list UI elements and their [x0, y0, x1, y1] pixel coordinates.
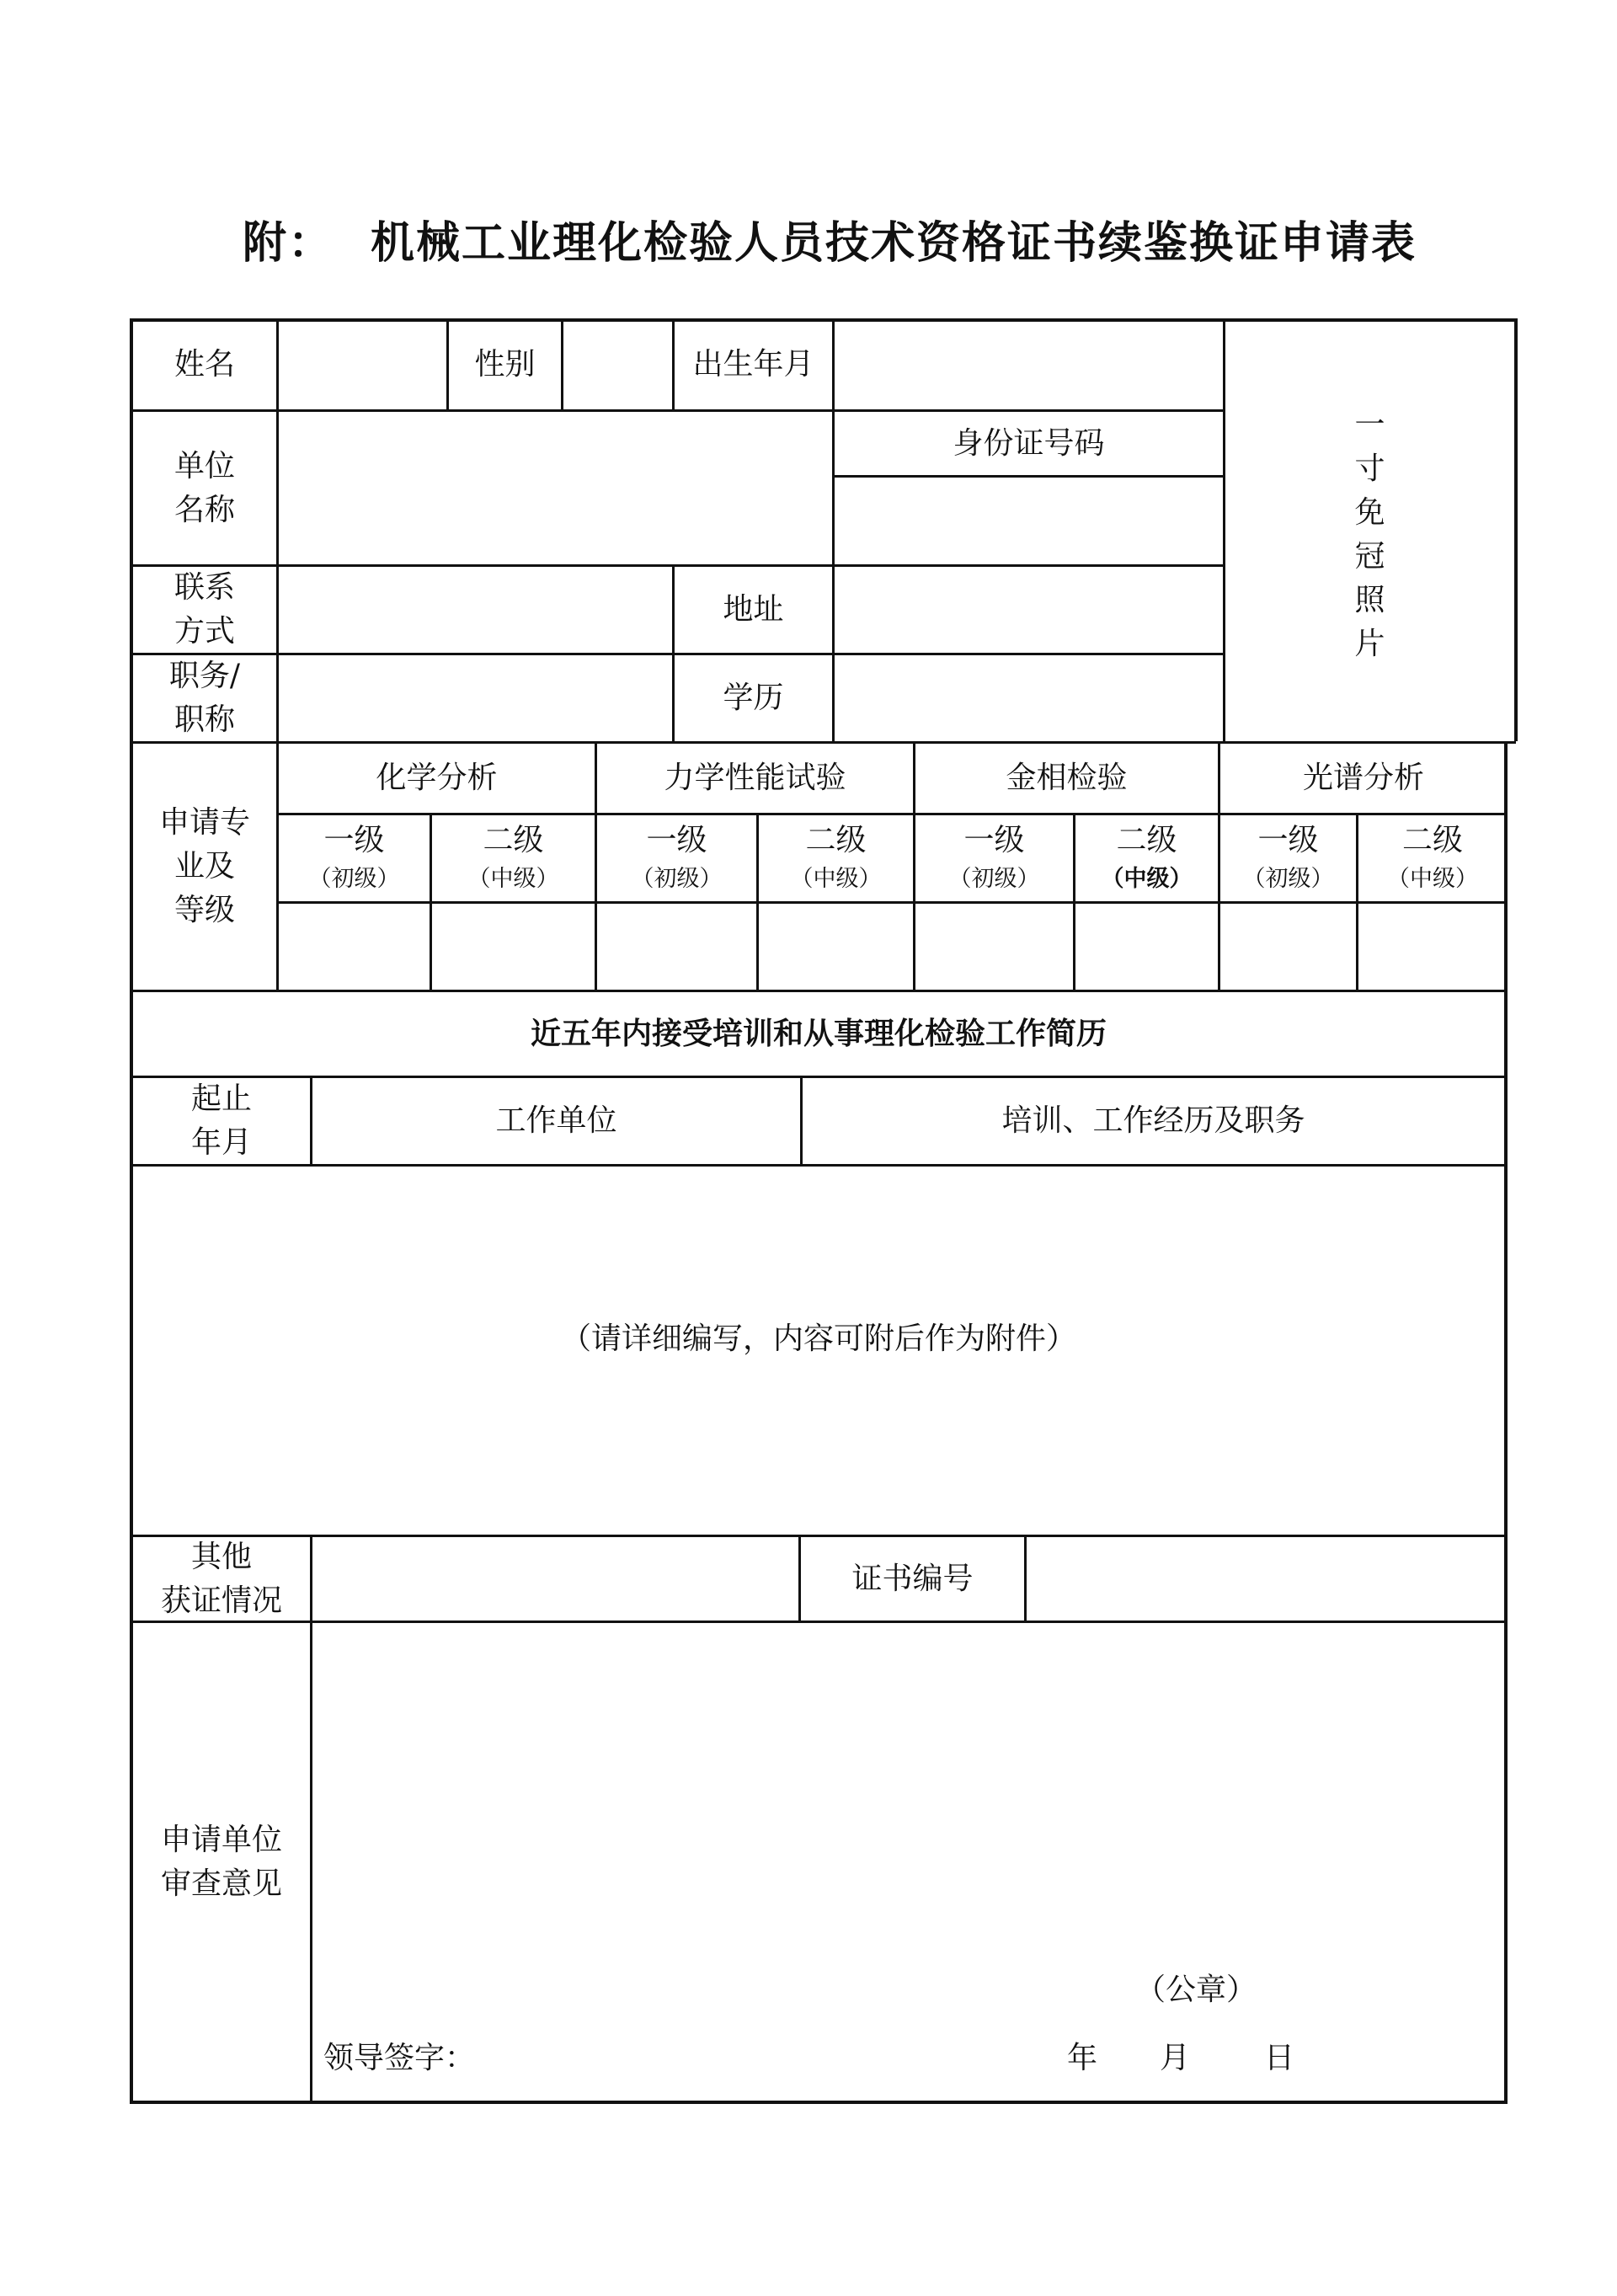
- other-certificates-field[interactable]: [312, 1537, 798, 1621]
- level-note: （初级）: [308, 866, 400, 892]
- contact-label: 联系 方式: [173, 570, 235, 649]
- certificate-number-label: 证书编号: [851, 1561, 974, 1596]
- level-header: [432, 814, 595, 901]
- title-main: 机械工业理化检验人员技术资格证书续鉴换证申请表: [371, 218, 1417, 269]
- education-field[interactable]: [835, 655, 1223, 741]
- date-month-label: 月: [1159, 2041, 1190, 2075]
- level-note: （中级）: [1387, 866, 1478, 892]
- date-year-label: 年: [1066, 2041, 1097, 2075]
- level-cell-metallographic-1[interactable]: [915, 904, 1073, 990]
- history-heading: 近五年内接受培训和从事理化检验工作简历: [530, 1016, 1107, 1051]
- application-label: 申请专 业及 等级: [158, 805, 250, 927]
- specialty-mechanical: 力学性能试验: [664, 761, 846, 795]
- level-name: 二级: [483, 823, 544, 857]
- level-header: [759, 814, 913, 901]
- level-name: 二级: [1401, 823, 1463, 857]
- leader-signature-field[interactable]: [539, 2035, 994, 2082]
- date-day-label: 日: [1263, 2041, 1294, 2075]
- birth-field[interactable]: [835, 321, 1223, 409]
- level-header: [1358, 814, 1507, 901]
- level-header: [279, 814, 430, 901]
- experience-column-header: 培训、工作经历及职务: [1001, 1103, 1305, 1138]
- gender-field[interactable]: [563, 321, 672, 409]
- leader-signature-label: 领导签字：: [323, 2041, 476, 2075]
- work-unit-column-header: 工作单位: [495, 1103, 617, 1138]
- title-prefix: 附：: [243, 218, 334, 269]
- job-title-field[interactable]: [279, 655, 672, 741]
- level-cell-mechanical-2[interactable]: [759, 904, 913, 990]
- level-note: （初级）: [631, 866, 723, 892]
- history-note: （请详细编写，内容可附后作为附件）: [560, 1322, 1076, 1356]
- specialty-chemical: 化学分析: [376, 761, 498, 795]
- specialty-spectral: 光谱分析: [1302, 761, 1424, 795]
- level-header: [1220, 814, 1356, 901]
- unit-label: 单位 名称: [173, 448, 235, 527]
- specialty-metallographic: 金相检验: [1006, 761, 1128, 795]
- level-name: 一级: [646, 823, 707, 857]
- name-field[interactable]: [279, 321, 446, 409]
- id-number-field[interactable]: [835, 478, 1223, 564]
- level-name: 一级: [1257, 823, 1319, 857]
- level-name: 二级: [1116, 823, 1177, 857]
- certificate-number-field[interactable]: [1027, 1537, 1504, 1621]
- frame-right-upper: [1514, 318, 1518, 741]
- level-note: （中级）: [467, 866, 559, 892]
- level-name: 一级: [963, 823, 1025, 857]
- level-cell-chemical-1[interactable]: [279, 904, 430, 990]
- level-cell-spectral-2[interactable]: [1358, 904, 1507, 990]
- form-title: [0, 200, 1617, 268]
- level-name: 一级: [323, 823, 385, 857]
- job-title-label: 职务/ 职称: [168, 659, 241, 737]
- level-header: [915, 814, 1073, 901]
- review-opinion-label: 申请单位 审查意见: [160, 1822, 282, 1901]
- period-column-header: 起止 年月: [190, 1081, 252, 1160]
- address-label: 地址: [723, 592, 784, 627]
- other-certificates-label: 其他 获证情况: [160, 1539, 282, 1618]
- level-header: [1075, 814, 1218, 901]
- unit-field[interactable]: [279, 412, 832, 564]
- level-cell-chemical-2[interactable]: [432, 904, 595, 990]
- level-cell-mechanical-1[interactable]: [597, 904, 756, 990]
- frame-bottom: [130, 2101, 1506, 2104]
- review-opinion-field[interactable]: [312, 1623, 1504, 1977]
- contact-field[interactable]: [279, 567, 672, 653]
- gender-label: 性别: [474, 347, 536, 382]
- level-note: （初级）: [948, 866, 1040, 892]
- level-note: （中级）: [790, 866, 882, 892]
- level-cell-spectral-1[interactable]: [1220, 904, 1356, 990]
- photo-placeholder: 一 寸 免 冠 照 片: [1354, 408, 1385, 661]
- address-field[interactable]: [835, 567, 1223, 653]
- level-cell-metallographic-2[interactable]: [1075, 904, 1218, 990]
- level-note: （中级）: [1101, 866, 1193, 892]
- level-note: （初级）: [1242, 866, 1334, 892]
- birth-label: 出生年月: [692, 347, 814, 382]
- level-header: [597, 814, 756, 901]
- name-label: 姓名: [173, 347, 235, 382]
- education-label: 学历: [723, 681, 784, 715]
- id-number-label: 身份证号码: [953, 425, 1105, 461]
- official-seal-label: （公章）: [1134, 1973, 1257, 2007]
- level-name: 二级: [805, 823, 867, 857]
